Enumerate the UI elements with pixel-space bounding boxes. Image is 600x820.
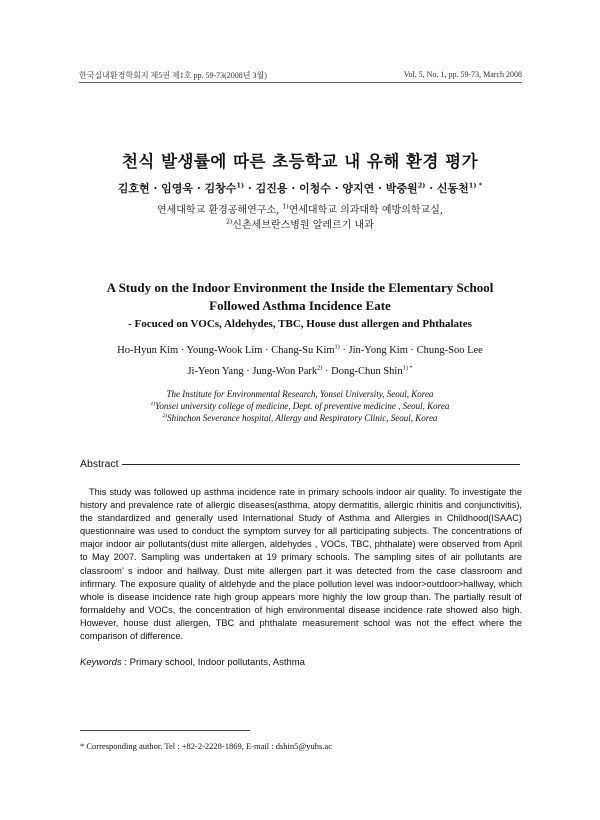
korean-author-sup: 2): [417, 181, 426, 190]
korean-affiliation-line1: [0, 201, 600, 216]
english-author-separator: ·: [178, 345, 187, 356]
english-affiliation3-text: Shinchon Severance hospital, Allergy and Respiratory Clinic, Seoul, Korea: [167, 413, 438, 423]
keywords-line: [80, 657, 305, 668]
abstract-heading: Abstract: [80, 458, 119, 470]
korean-author-separator: ·: [149, 182, 162, 195]
english-subtitle: - Focuced on VOCs, Aldehydes, TBC, House dust allergen and Phthalates: [128, 318, 472, 330]
english-author-name: Ji-Yeon Yang: [187, 366, 244, 377]
running-header-left: 한국실내환경학회지 제5권 제1호 pp. 59-73(2008년 3월): [79, 71, 267, 80]
korean-affiliation-part-a: 연세대학교 환경공해연구소,: [156, 205, 283, 216]
english-author-separator: ·: [243, 366, 253, 377]
english-author-name: Ho-Hyun Kim: [117, 345, 179, 356]
english-affiliation2: [0, 401, 600, 411]
korean-author-name: 박중원: [385, 182, 418, 195]
english-title-line2: Followed Asthma Incidence Eate: [209, 298, 391, 313]
english-affiliation1-text: The Institute for Environmental Research, Yonsei University, Seoul, Korea: [166, 389, 434, 399]
english-author-separator: ·: [407, 345, 417, 356]
korean-author-name: 신동천: [436, 182, 469, 195]
korean-author-name: 양지연: [342, 182, 375, 195]
english-affiliation2-sup: 1): [150, 401, 156, 407]
korean-author-separator: ·: [287, 182, 300, 195]
english-author-name: Young-Wook Lim: [186, 345, 263, 356]
keywords-label: Keywords: [80, 657, 122, 668]
korean-author-name: 임영욱: [161, 182, 194, 195]
header-rule: [79, 82, 522, 83]
english-authors-line2: [0, 366, 600, 377]
korean-affiliation-part-b: 연세대학교 의과대학 예방의학교실,: [288, 205, 444, 216]
english-author-sup: 2): [317, 364, 323, 372]
english-author-name: Chung-Soo Lee: [416, 345, 483, 356]
english-author-name: Chang-Su Kim: [271, 345, 335, 356]
english-affiliation3: [0, 413, 600, 423]
korean-author-separator: ·: [425, 182, 437, 195]
korean-author-separator: ·: [244, 182, 256, 195]
korean-author-separator: ·: [193, 182, 205, 195]
korean-author-name: 이청수: [299, 182, 331, 195]
korean-title: 천식 발생률에 따른 초등학교 내 유해 환경 평가: [121, 152, 479, 171]
korean-author-sup: 1) *: [468, 181, 483, 190]
korean-affiliation2-sup: 2): [226, 218, 233, 226]
english-author-sup: 1) *: [402, 364, 413, 372]
korean-affiliation-sup: 1): [282, 203, 289, 211]
english-author-separator: ·: [262, 345, 272, 356]
korean-affiliation-line2: [0, 216, 600, 231]
english-author-separator: ·: [322, 366, 332, 377]
keywords-text: Primary school, Indoor pollutants, Asthma: [129, 657, 305, 668]
english-author-separator: ·: [339, 345, 349, 356]
korean-affiliation2-text: 신촌세브란스병원 알레르기 내과: [232, 220, 374, 231]
english-author-name: Jung-Won Park: [252, 366, 318, 377]
english-author-name: Jin-Yong Kim: [348, 345, 408, 356]
english-author-sup: 1): [334, 343, 340, 351]
abstract-body: This study was followed up asthma incidence rate in primary schools indoor air quality. To investigate the history and prevalence rate of allergic diseases(asthma, atopy dermatitis, allergic rhinitis and conjunctivitis), the standardized and generally used International Study of Asthma and Allergies in Childhood(ISAAC) questionnaire was used to conduct the symptom survey for all participating subjects. The concentrations of major indoor air pollutants(dust mite allergen, aldehydes , VOCs, TBC, phthalate) were observed from April to May 2007. Sampling was undertaken at 19 primary schools. The sampling sites of air pollutants are classroom’ s indoor and hallway. Dust mite allergen part it was detected from the case classroom and infirmary. The exposure quality of aldehyde and the place pollution level was indoor>outdoor>hallway, which whole is disease incidence rate high group appears more highly the low group than. The partially result of formaldehy and VOCs, the concentration of high environmental disease incidence rate showed also high. However, house dust allergen, TBC and phthalate measurement school was not the effect where the comparison of difference.: [80, 487, 522, 642]
korean-author-name: 김창수: [204, 182, 237, 195]
running-header-right: Vol. 5, No. 1, pp. 59-73, March 2008: [403, 70, 522, 79]
english-affiliation2-text: Yonsei university college of medicine, Dept. of preventive medicine , Seoul, Korea: [155, 401, 450, 411]
footnote-rule: [80, 730, 250, 731]
english-author-name: Dong-Chun Shin: [331, 366, 403, 377]
abstract-rule: [122, 464, 520, 465]
korean-author-separator: ·: [330, 182, 343, 195]
abstract-heading-row: [80, 458, 520, 470]
english-affiliation1: [0, 389, 600, 399]
korean-author-separator: ·: [374, 182, 386, 195]
korean-author-name: 김호현: [117, 182, 150, 195]
english-authors-line1: [0, 345, 600, 356]
korean-author-sup: 1): [236, 181, 245, 190]
english-affiliation3-sup: 2): [162, 413, 168, 419]
keywords-separator: :: [121, 657, 130, 668]
korean-authors: [0, 180, 600, 196]
english-title-line1: A Study on the Indoor Environment the Inside the Elementary School: [106, 280, 494, 295]
korean-author-name: 김진용: [255, 182, 288, 195]
footnote: * Corresponding author. Tel : +82-2-2228-1869, E-mail : dshin5@yuhs.ac: [80, 741, 332, 751]
